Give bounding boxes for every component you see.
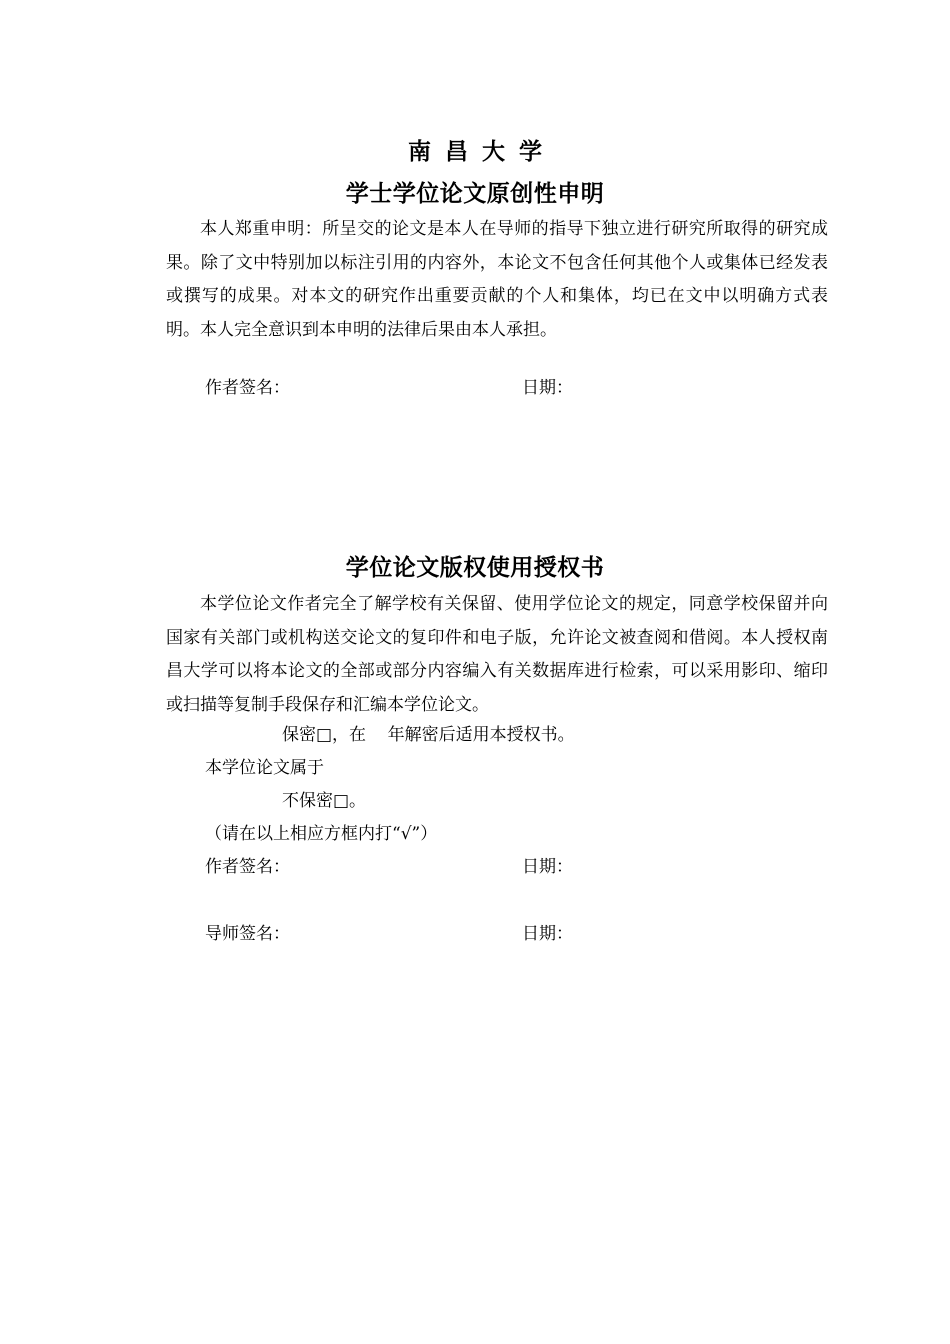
university-name: 南昌大学	[408, 139, 556, 165]
copyright-authorization-title: 学位论文版权使用授权书	[345, 555, 605, 581]
author-date-label: 日期：	[522, 378, 573, 398]
thesis-belongs-label: 本学位论文属于	[205, 758, 324, 778]
advisor-signature-label: 导师签名：	[205, 924, 290, 944]
authorization-author-date-label: 日期：	[522, 857, 573, 877]
originality-declaration-title: 学士学位论文原创性申明	[345, 181, 605, 207]
authorization-author-signature-label: 作者签名：	[205, 857, 290, 877]
copyright-authorization-text: 本学位论文作者完全了解学校有关保留、使用学位论文的规定，同意学校保留并向国家有关部门或机构送交论文的复印件和电子版，允许论文被查阅和借阅。本人授权南昌大学可以将本论文的全部或部分内容编入有关数据库进行检索，可以采用影印、缩印或扫描等复制手段保存和汇编本学位论文。	[166, 594, 828, 715]
non-confidential-option: 不保密□。	[282, 791, 367, 811]
advisor-date-label: 日期：	[522, 924, 573, 944]
originality-declaration-text: 本人郑重申明：所呈交的论文是本人在导师的指导下独立进行研究所取得的研究成果。除了文中特别加以标注引用的内容外，本论文不包含任何其他个人或集体已经发表或撰写的成果。对本文的研究作出重要贡献的个人和集体，均已在文中以明确方式表明。本人完全意识到本申明的法律后果由本人承担。	[166, 219, 828, 340]
confidential-option: 保密□，在 年解密后适用本授权书。	[282, 725, 575, 745]
author-signature-label: 作者签名：	[205, 378, 290, 398]
checkbox-instruction: （请在以上相应方框内打“√”）	[205, 824, 438, 844]
